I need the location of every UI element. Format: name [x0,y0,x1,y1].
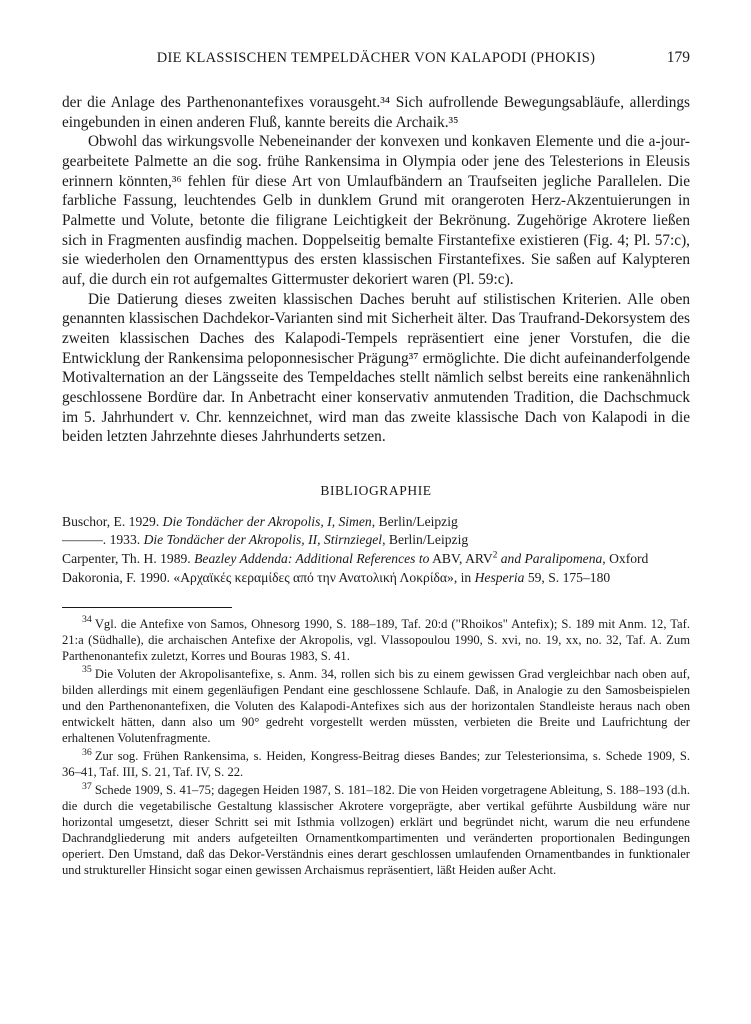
page-number: 179 [666,49,690,66]
footnote [62,666,690,746]
bibliography-heading: BIBLIOGRAPHIE [320,482,432,498]
bibliography-entry: ———. 1933. Die Tondächer der Akropolis, II, Stirnziegel, Berlin/Leipzig [62,532,469,548]
footnote-separator [62,607,232,608]
bibliography-list [62,513,690,587]
footnote-text: Vgl. die Antefixe von Samos, Ohnesorg 1990, S. 188–189, Taf. 20:d ("Rhoikos" Antefix); S. 189 mit Anm. 12, Taf. 21:a (Südhalle), die archaischen Antefixe der Akropolis, vgl. Vlassopoulou 1990, S. xvi, no. 19, xx, no. 32, Taf. A. Zum Parthenonantefix zuletzt, Korres und Bouras 1983, S. 41. [62,616,690,663]
footnote [62,748,690,780]
bibliography-entry: Buschor, E. 1929. Die Tondächer der Akropolis, I, Simen, Berlin/Leipzig [62,513,458,529]
running-head: DIE KLASSISCHEN TEMPELDÄCHER VON KALAPODI (PHOKIS) [156,50,596,66]
footnote-text: Die Voluten der Akropolisantefixe, s. Anm. 34, rollen sich bis zu einem gewissen Grad vergleichbar nach oben auf, bilden allerdings mit einem gegenläufigen Pendant eine geschlossene Schlaufe. Daß, in Analogie zu den Samosbeispielen und den Parthenonantefixen, die Voluten des Kalapodi-Antefixes sich aus der horizontalen Standleiste heraus nach oben entwickelt hätten, dann also um 90° gedreht vorgestellt werden müssten, verbieten die Breite und Laufrichtung der erhaltenen Volutenfragmente. [62,666,690,745]
footnote-number: 36 [82,746,92,758]
footnote-number: 37 [82,780,92,792]
page-content [62,50,690,880]
body-text [62,93,690,447]
paragraph: der die Anlage des Parthenonantefixes vorausgeht.³⁴ Sich aufrollende Bewegungsabläufe, allerdings eingebunden in einen anderen Fluß, kannte bereits die Archaik.³⁵ [62,94,690,131]
paragraph: Die Datierung dieses zweiten klassischen Daches beruht auf stilistischen Kriterien. Alle oben genannten klassischen Dachdekor-Varianten sind mit Sicherheit älter. Das Traufrand-Dekorsystem des zweiten klassischen Daches des Kalapodi-Tempels repräsentiert eine jener Vorstufen, die die Entwicklung der Rankensima peloponnesischer Prägung³⁷ ermöglichte. Die dicht aufeinanderfolgende Motivalternation an der Längsseite des Tempeldaches stellt nämlich selbst bereits eine rankenähnlich geschlossene Bordüre dar. In Anbetracht einer konservativ anmutenden Tradition, die Dachschmuck im 5. Jahrhundert v. Chr. kennzeichnet, wird man das zweite klassische Dach von Kalapodi in die beiden letzten Jahrzehnte dieses Jahrhunderts setzen. [62,290,690,446]
footnote [62,616,690,664]
footnote-number: 34 [82,614,92,626]
footnote-text: Zur sog. Frühen Rankensima, s. Heiden, Kongress-Beitrag dieses Bandes; zur Telesterionsima, s. Schede 1909, S. 36–41, Taf. III, S. 21, Taf. IV, S. 22. [62,748,690,779]
page-header [62,50,690,67]
bibliography-entry: Dakoronia, F. 1990. «Αρχαϊκές κεραμίδες από την Ανατολική Λοκρίδα», in Hesperia 59, S. 175–180 [62,569,611,585]
paragraph: Obwohl das wirkungsvolle Nebeneinander der konvexen und konkaven Elemente und die a-jour-gearbeitete Palmette an die sog. frühe Rankensima in Olympia oder jene des Telesterions in Eleusis erinnern könnten,³⁶ fehlen für diese Art von Umlaufbändern an Traufseiten jegliche Parallelen. Die farbliche Fassung, leuchtendes Gelb in dunklem Grund mit orangeroten Herz-Akzentuierungen in Palmette und Volute, betonte die filigrane Leichtigkeit der Bekrönung. Zugehörige Akrotere ließen sich in Fragmenten ausfindig machen. Doppelseitig bemalte Firstantefixe existieren (Fig. 4; Pl. 57:c), sie wiederholen den Ornamenttypus des ersten klassischen Firstantefixes. Sie saßen auf Kalypteren auf, die durch ein rot aufgemaltes Gittermuster dekoriert waren (Pl. 59:c). [62,133,690,288]
bibliography-entry: Carpenter, Th. H. 1989. Beazley Addenda: Additional References to ABV, ARV$^2$ and Paralipomena, Oxford [62,549,649,567]
footnote-number: 35 [82,664,92,676]
footnote [62,782,690,878]
footnotes [62,616,690,879]
footnote-text: Schede 1909, S. 41–75; dagegen Heiden 1987, S. 181–182. Die von Heiden vorgetragene Ableitung, S. 188–193 (d.h. die durch die vegetabilische Gestaltung klassischer Akrotere vorgeprägte, aber vertikal geführte Ausbildung wäre nur horizontal umgesetzt, dieser Schritt sei mit Isthmia vollzogen) erklärt und begründet nicht, warum die neu erfundene Dachrandgliederung mit anders aufgeteilten Ornamentkompartimenten und veränderten proportionalen Bedingungen operiert. Den Umstand, daß das Dekor-Verständnis eines derart geschlossen umlaufenden Ornamentbandes in funktionaler und struktureller Hinsicht sogar einen gewissen Archaismus repräsentiert, läßt Heiden außer Acht. [62,782,690,878]
